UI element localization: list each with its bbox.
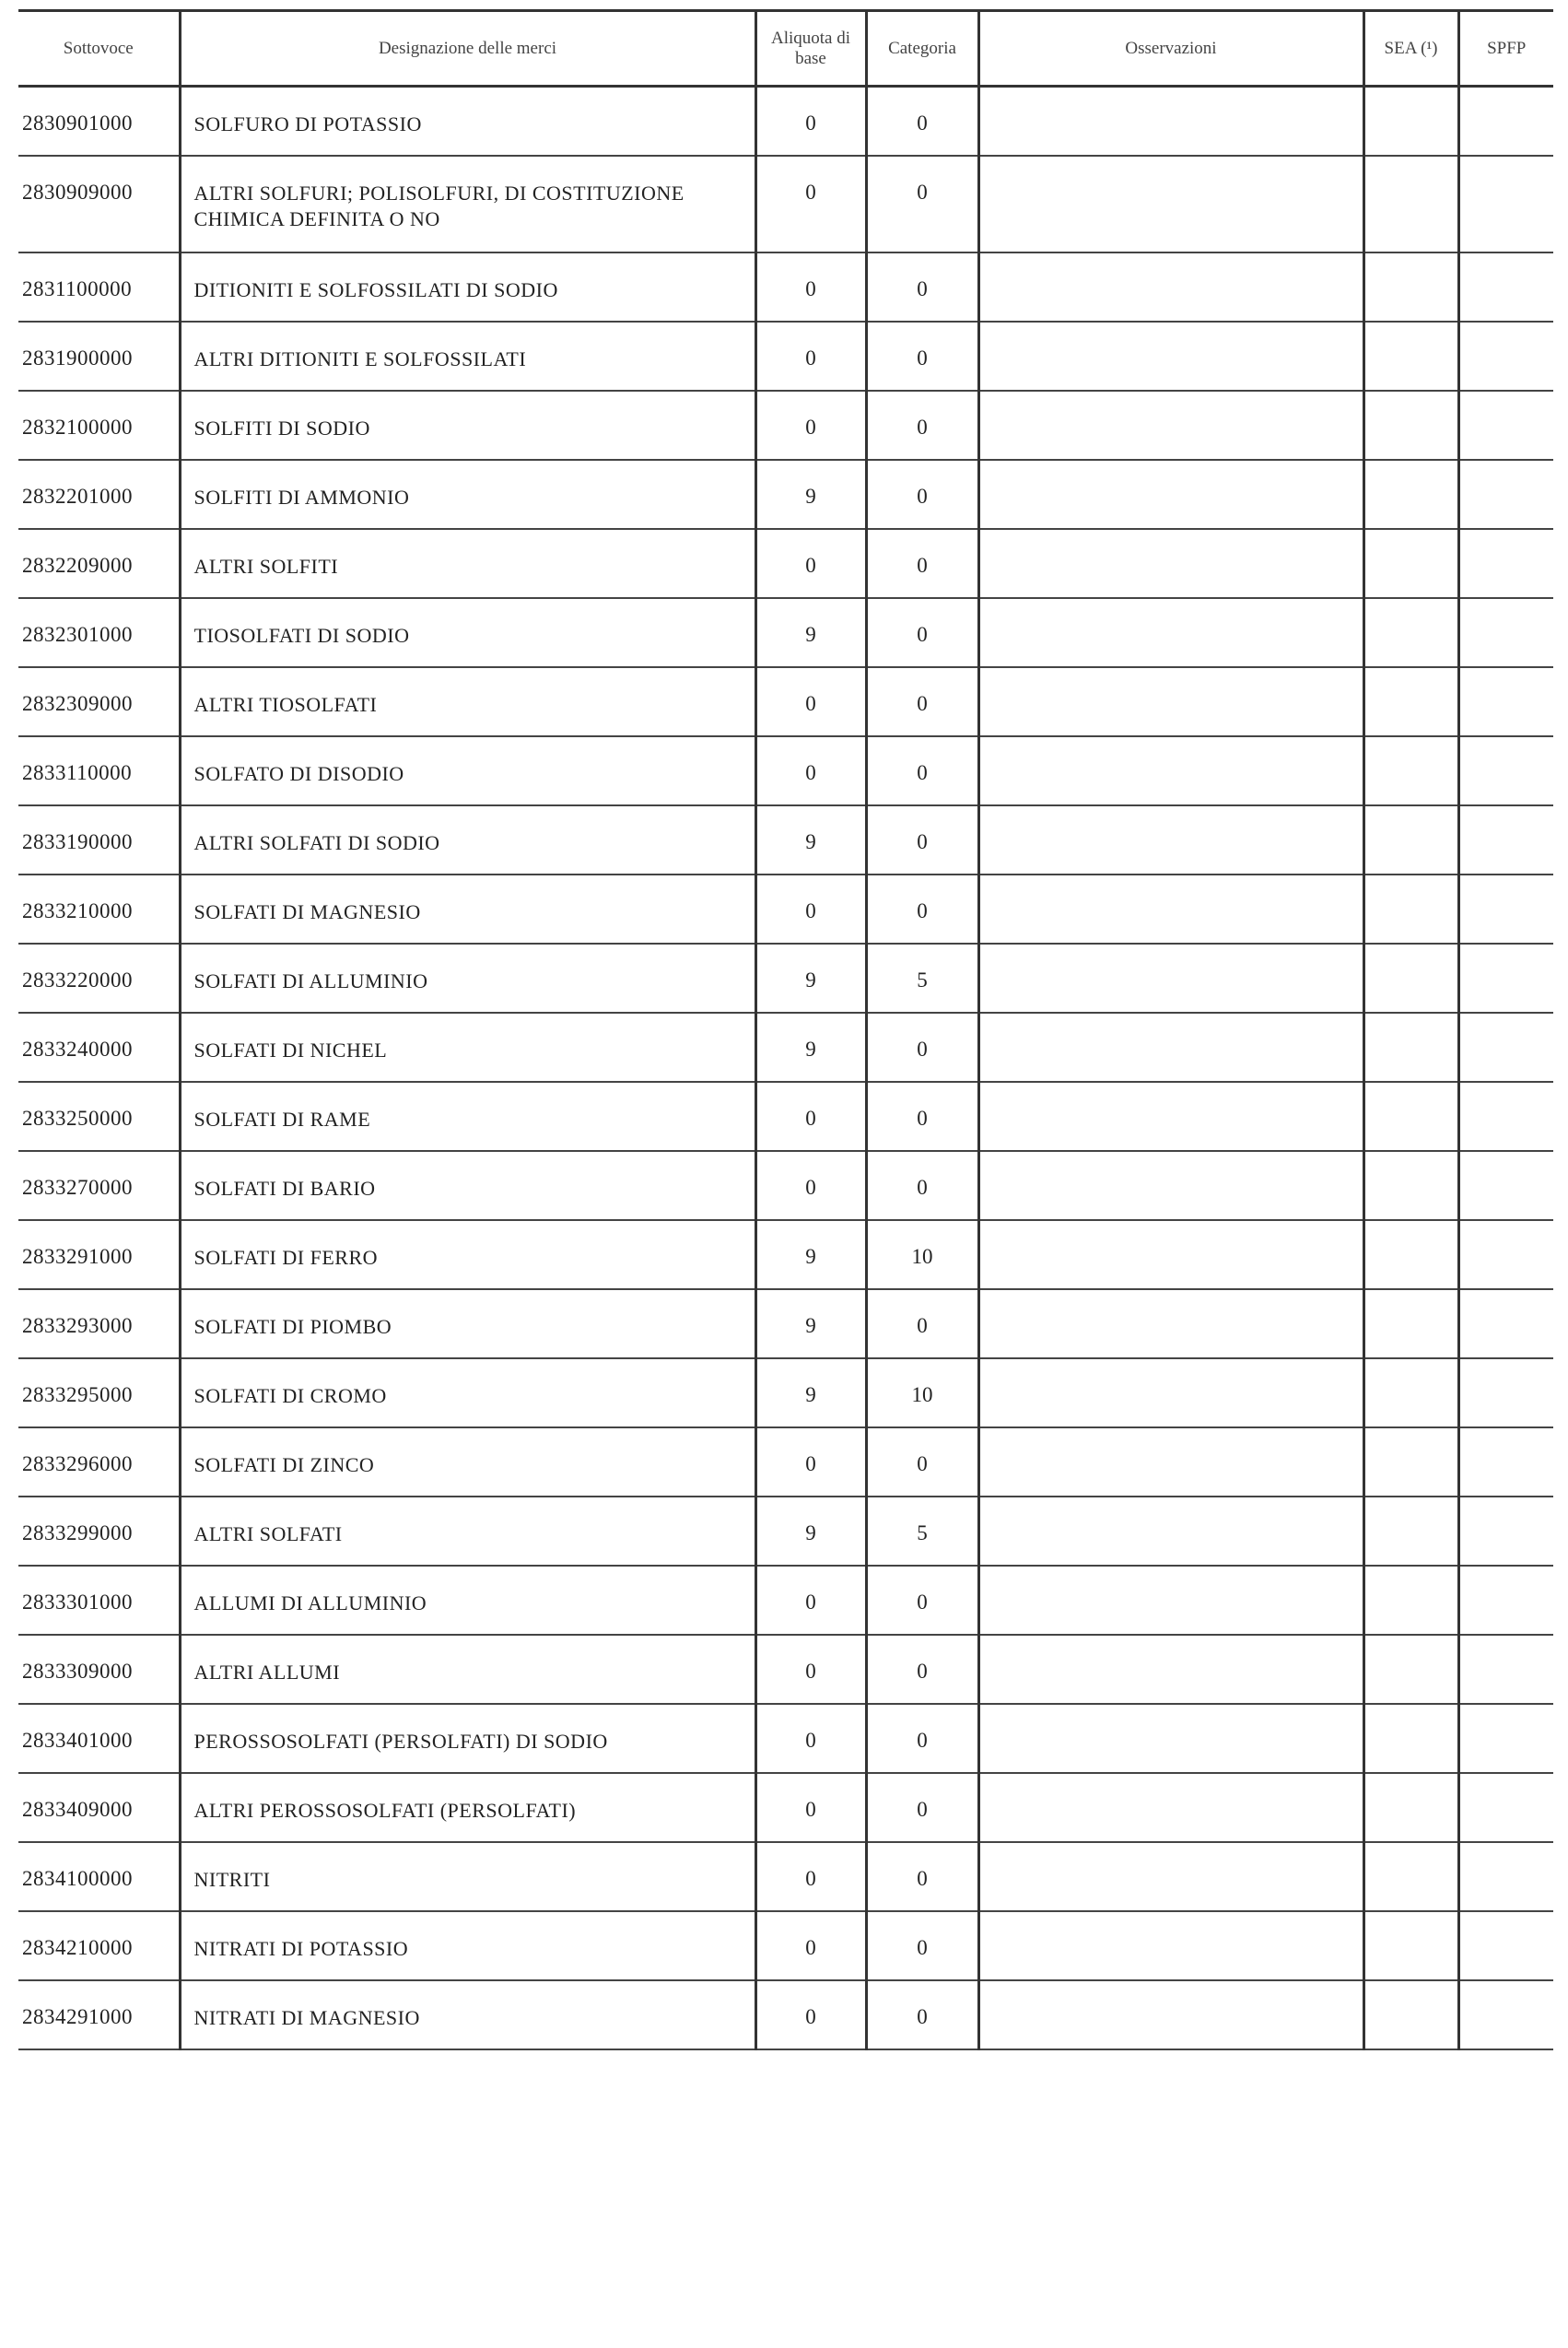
cell-category: 0 bbox=[866, 875, 978, 944]
cell-observations bbox=[978, 1497, 1363, 1566]
header-description: Designazione delle merci bbox=[180, 11, 755, 87]
cell-spfp bbox=[1458, 1358, 1553, 1427]
cell-spfp bbox=[1458, 598, 1553, 667]
cell-spfp bbox=[1458, 1082, 1553, 1151]
cell-category: 0 bbox=[866, 1289, 978, 1358]
cell-spfp bbox=[1458, 1773, 1553, 1842]
cell-observations bbox=[978, 1980, 1363, 2049]
cell-observations bbox=[978, 1358, 1363, 1427]
cell-code: 2833301000 bbox=[18, 1566, 180, 1635]
cell-sea bbox=[1363, 252, 1458, 322]
cell-observations bbox=[978, 1220, 1363, 1289]
cell-description: SOLFITI DI AMMONIO bbox=[180, 460, 755, 529]
cell-observations bbox=[978, 529, 1363, 598]
cell-spfp bbox=[1458, 1151, 1553, 1220]
cell-category: 0 bbox=[866, 1911, 978, 1980]
cell-code: 2831900000 bbox=[18, 322, 180, 391]
cell-base-rate: 0 bbox=[755, 1911, 866, 1980]
cell-base-rate: 0 bbox=[755, 1427, 866, 1497]
cell-sea bbox=[1363, 1358, 1458, 1427]
cell-description: DITIONITI E SOLFOSSILATI DI SODIO bbox=[180, 252, 755, 322]
cell-description: SOLFATI DI PIOMBO bbox=[180, 1289, 755, 1358]
table-row bbox=[18, 391, 1553, 460]
cell-spfp bbox=[1458, 1220, 1553, 1289]
cell-code: 2834100000 bbox=[18, 1842, 180, 1911]
cell-category: 0 bbox=[866, 1082, 978, 1151]
cell-description: SOLFATI DI ZINCO bbox=[180, 1427, 755, 1497]
cell-base-rate: 9 bbox=[755, 1497, 866, 1566]
cell-description: ALTRI SOLFATI DI SODIO bbox=[180, 805, 755, 875]
cell-base-rate: 0 bbox=[755, 736, 866, 805]
cell-base-rate: 9 bbox=[755, 1358, 866, 1427]
cell-base-rate: 0 bbox=[755, 529, 866, 598]
cell-category: 0 bbox=[866, 1566, 978, 1635]
cell-description: ALTRI ALLUMI bbox=[180, 1635, 755, 1704]
cell-description: TIOSOLFATI DI SODIO bbox=[180, 598, 755, 667]
cell-code: 2833270000 bbox=[18, 1151, 180, 1220]
cell-sea bbox=[1363, 1566, 1458, 1635]
cell-code: 2833240000 bbox=[18, 1013, 180, 1082]
cell-sea bbox=[1363, 1773, 1458, 1842]
table-row bbox=[18, 156, 1553, 252]
cell-sea bbox=[1363, 1704, 1458, 1773]
cell-category: 5 bbox=[866, 1497, 978, 1566]
cell-base-rate: 0 bbox=[755, 1842, 866, 1911]
cell-observations bbox=[978, 1289, 1363, 1358]
cell-category: 0 bbox=[866, 156, 978, 252]
cell-code: 2833291000 bbox=[18, 1220, 180, 1289]
table-row bbox=[18, 1082, 1553, 1151]
cell-sea bbox=[1363, 87, 1458, 156]
cell-code: 2833296000 bbox=[18, 1427, 180, 1497]
table-row bbox=[18, 252, 1553, 322]
cell-description: SOLFATI DI FERRO bbox=[180, 1220, 755, 1289]
cell-spfp bbox=[1458, 1289, 1553, 1358]
table-row bbox=[18, 1566, 1553, 1635]
table-row bbox=[18, 1497, 1553, 1566]
table-row bbox=[18, 87, 1553, 156]
cell-spfp bbox=[1458, 87, 1553, 156]
cell-category: 0 bbox=[866, 1635, 978, 1704]
cell-base-rate: 0 bbox=[755, 252, 866, 322]
cell-base-rate: 0 bbox=[755, 1704, 866, 1773]
cell-category: 5 bbox=[866, 944, 978, 1013]
cell-base-rate: 0 bbox=[755, 875, 866, 944]
table-row bbox=[18, 1911, 1553, 1980]
cell-spfp bbox=[1458, 1427, 1553, 1497]
cell-sea bbox=[1363, 1151, 1458, 1220]
cell-code: 2832201000 bbox=[18, 460, 180, 529]
cell-sea bbox=[1363, 1635, 1458, 1704]
cell-code: 2834291000 bbox=[18, 1980, 180, 2049]
cell-observations bbox=[978, 1566, 1363, 1635]
cell-description: SOLFATI DI MAGNESIO bbox=[180, 875, 755, 944]
cell-description: SOLFATI DI CROMO bbox=[180, 1358, 755, 1427]
cell-spfp bbox=[1458, 944, 1553, 1013]
cell-category: 0 bbox=[866, 87, 978, 156]
cell-category: 0 bbox=[866, 1842, 978, 1911]
cell-category: 0 bbox=[866, 1151, 978, 1220]
table-row bbox=[18, 1220, 1553, 1289]
cell-sea bbox=[1363, 322, 1458, 391]
cell-spfp bbox=[1458, 1566, 1553, 1635]
cell-spfp bbox=[1458, 736, 1553, 805]
cell-category: 0 bbox=[866, 1773, 978, 1842]
table-row bbox=[18, 1773, 1553, 1842]
header-spfp: SPFP bbox=[1487, 38, 1527, 58]
cell-description: ALLUMI DI ALLUMINIO bbox=[180, 1566, 755, 1635]
cell-description: NITRATI DI MAGNESIO bbox=[180, 1980, 755, 2049]
cell-code: 2833299000 bbox=[18, 1497, 180, 1566]
cell-code: 2833401000 bbox=[18, 1704, 180, 1773]
table-row bbox=[18, 1151, 1553, 1220]
table-row bbox=[18, 736, 1553, 805]
header-base-rate-line1: Aliquota di bbox=[770, 28, 851, 48]
cell-observations bbox=[978, 598, 1363, 667]
cell-spfp bbox=[1458, 1497, 1553, 1566]
table-row bbox=[18, 1980, 1553, 2049]
cell-base-rate: 9 bbox=[755, 1289, 866, 1358]
cell-spfp bbox=[1458, 460, 1553, 529]
cell-base-rate: 0 bbox=[755, 87, 866, 156]
table-row bbox=[18, 1427, 1553, 1497]
table-body bbox=[18, 87, 1553, 2049]
cell-observations bbox=[978, 1842, 1363, 1911]
table-row bbox=[18, 1358, 1553, 1427]
header-category: Categoria bbox=[866, 11, 978, 87]
cell-spfp bbox=[1458, 1980, 1553, 2049]
cell-base-rate: 0 bbox=[755, 1980, 866, 2049]
cell-observations bbox=[978, 87, 1363, 156]
cell-category: 0 bbox=[866, 1427, 978, 1497]
cell-category: 0 bbox=[866, 805, 978, 875]
tariff-table bbox=[18, 9, 1553, 2050]
cell-category: 0 bbox=[866, 252, 978, 322]
cell-base-rate: 9 bbox=[755, 944, 866, 1013]
cell-observations bbox=[978, 391, 1363, 460]
cell-code: 2833110000 bbox=[18, 736, 180, 805]
cell-base-rate: 0 bbox=[755, 322, 866, 391]
cell-observations bbox=[978, 1911, 1363, 1980]
cell-code: 2833295000 bbox=[18, 1358, 180, 1427]
table-row bbox=[18, 1704, 1553, 1773]
document-page bbox=[18, 9, 1553, 2050]
cell-observations bbox=[978, 944, 1363, 1013]
cell-base-rate: 0 bbox=[755, 391, 866, 460]
cell-observations bbox=[978, 1082, 1363, 1151]
cell-code: 2830901000 bbox=[18, 87, 180, 156]
table-header bbox=[18, 11, 1553, 87]
cell-sea bbox=[1363, 1082, 1458, 1151]
cell-base-rate: 0 bbox=[755, 667, 866, 736]
cell-category: 0 bbox=[866, 322, 978, 391]
cell-description: ALTRI SOLFITI bbox=[180, 529, 755, 598]
cell-description: SOLFITI DI SODIO bbox=[180, 391, 755, 460]
cell-base-rate: 9 bbox=[755, 598, 866, 667]
table-row bbox=[18, 598, 1553, 667]
cell-category: 10 bbox=[866, 1220, 978, 1289]
cell-code: 2832209000 bbox=[18, 529, 180, 598]
cell-observations bbox=[978, 1427, 1363, 1497]
cell-description: SOLFURO DI POTASSIO bbox=[180, 87, 755, 156]
cell-observations bbox=[978, 1635, 1363, 1704]
cell-sea bbox=[1363, 736, 1458, 805]
cell-spfp bbox=[1458, 1013, 1553, 1082]
cell-description: NITRATI DI POTASSIO bbox=[180, 1911, 755, 1980]
cell-sea bbox=[1363, 1427, 1458, 1497]
cell-spfp bbox=[1458, 1704, 1553, 1773]
table-row bbox=[18, 529, 1553, 598]
cell-description: ALTRI SOLFURI; POLISOLFURI, DI COSTITUZIONE CHIMICA DEFINITA O NO bbox=[180, 156, 755, 252]
cell-description: ALTRI SOLFATI bbox=[180, 1497, 755, 1566]
cell-spfp bbox=[1458, 805, 1553, 875]
cell-sea bbox=[1363, 391, 1458, 460]
cell-sea bbox=[1363, 460, 1458, 529]
cell-spfp bbox=[1458, 322, 1553, 391]
cell-code: 2833190000 bbox=[18, 805, 180, 875]
table-row bbox=[18, 944, 1553, 1013]
cell-sea bbox=[1363, 1013, 1458, 1082]
cell-observations bbox=[978, 460, 1363, 529]
cell-code: 2832301000 bbox=[18, 598, 180, 667]
cell-code: 2834210000 bbox=[18, 1911, 180, 1980]
cell-observations bbox=[978, 1773, 1363, 1842]
cell-base-rate: 0 bbox=[755, 1151, 866, 1220]
cell-observations bbox=[978, 667, 1363, 736]
cell-category: 0 bbox=[866, 529, 978, 598]
header-code: Sottovoce bbox=[18, 11, 180, 87]
cell-code: 2832309000 bbox=[18, 667, 180, 736]
cell-code: 2833309000 bbox=[18, 1635, 180, 1704]
header-sea: SEA (¹) bbox=[1363, 11, 1458, 87]
cell-sea bbox=[1363, 529, 1458, 598]
cell-base-rate: 0 bbox=[755, 1566, 866, 1635]
table-row bbox=[18, 1289, 1553, 1358]
cell-code: 2833250000 bbox=[18, 1082, 180, 1151]
table-row bbox=[18, 667, 1553, 736]
cell-code: 2833293000 bbox=[18, 1289, 180, 1358]
header-base-rate-line2: base bbox=[795, 48, 826, 68]
cell-category: 10 bbox=[866, 1358, 978, 1427]
cell-code: 2830909000 bbox=[18, 156, 180, 252]
cell-code: 2833210000 bbox=[18, 875, 180, 944]
cell-sea bbox=[1363, 1289, 1458, 1358]
cell-code: 2833220000 bbox=[18, 944, 180, 1013]
cell-base-rate: 9 bbox=[755, 460, 866, 529]
table-row bbox=[18, 322, 1553, 391]
cell-spfp bbox=[1458, 391, 1553, 460]
cell-spfp bbox=[1458, 1911, 1553, 1980]
table-row bbox=[18, 805, 1553, 875]
cell-base-rate: 9 bbox=[755, 1220, 866, 1289]
cell-description: ALTRI TIOSOLFATI bbox=[180, 667, 755, 736]
cell-description: NITRITI bbox=[180, 1842, 755, 1911]
cell-category: 0 bbox=[866, 1704, 978, 1773]
cell-category: 0 bbox=[866, 736, 978, 805]
cell-description: PEROSSOSOLFATI (PERSOLFATI) DI SODIO bbox=[180, 1704, 755, 1773]
cell-code: 2833409000 bbox=[18, 1773, 180, 1842]
cell-observations bbox=[978, 1151, 1363, 1220]
cell-base-rate: 0 bbox=[755, 1773, 866, 1842]
cell-spfp bbox=[1458, 667, 1553, 736]
cell-spfp bbox=[1458, 252, 1553, 322]
table-row bbox=[18, 1635, 1553, 1704]
cell-sea bbox=[1363, 598, 1458, 667]
cell-spfp bbox=[1458, 1842, 1553, 1911]
cell-category: 0 bbox=[866, 391, 978, 460]
table-row bbox=[18, 1842, 1553, 1911]
cell-sea bbox=[1363, 944, 1458, 1013]
cell-sea bbox=[1363, 1497, 1458, 1566]
cell-observations bbox=[978, 1704, 1363, 1773]
cell-description: ALTRI DITIONITI E SOLFOSSILATI bbox=[180, 322, 755, 391]
table-row bbox=[18, 875, 1553, 944]
header-observations: Osservazioni bbox=[978, 11, 1363, 87]
cell-base-rate: 9 bbox=[755, 1013, 866, 1082]
cell-category: 0 bbox=[866, 460, 978, 529]
cell-observations bbox=[978, 805, 1363, 875]
cell-sea bbox=[1363, 1842, 1458, 1911]
cell-observations bbox=[978, 1013, 1363, 1082]
cell-base-rate: 0 bbox=[755, 1635, 866, 1704]
cell-base-rate: 9 bbox=[755, 805, 866, 875]
cell-spfp bbox=[1458, 529, 1553, 598]
cell-sea bbox=[1363, 1220, 1458, 1289]
cell-spfp bbox=[1458, 156, 1553, 252]
cell-description: SOLFATI DI NICHEL bbox=[180, 1013, 755, 1082]
cell-sea bbox=[1363, 1980, 1458, 2049]
cell-spfp bbox=[1458, 1635, 1553, 1704]
cell-observations bbox=[978, 322, 1363, 391]
cell-observations bbox=[978, 252, 1363, 322]
cell-sea bbox=[1363, 875, 1458, 944]
table-row bbox=[18, 460, 1553, 529]
cell-category: 0 bbox=[866, 598, 978, 667]
cell-base-rate: 0 bbox=[755, 1082, 866, 1151]
cell-base-rate: 0 bbox=[755, 156, 866, 252]
cell-description: SOLFATI DI BARIO bbox=[180, 1151, 755, 1220]
cell-description: ALTRI PEROSSOSOLFATI (PERSOLFATI) bbox=[180, 1773, 755, 1842]
cell-sea bbox=[1363, 667, 1458, 736]
cell-description: SOLFATI DI RAME bbox=[180, 1082, 755, 1151]
cell-observations bbox=[978, 875, 1363, 944]
cell-observations bbox=[978, 156, 1363, 252]
cell-description: SOLFATI DI ALLUMINIO bbox=[180, 944, 755, 1013]
cell-category: 0 bbox=[866, 1013, 978, 1082]
cell-sea bbox=[1363, 805, 1458, 875]
cell-code: 2831100000 bbox=[18, 252, 180, 322]
table-row bbox=[18, 1013, 1553, 1082]
cell-category: 0 bbox=[866, 1980, 978, 2049]
cell-code: 2832100000 bbox=[18, 391, 180, 460]
cell-observations bbox=[978, 736, 1363, 805]
cell-description: SOLFATO DI DISODIO bbox=[180, 736, 755, 805]
cell-sea bbox=[1363, 1911, 1458, 1980]
header-base-rate bbox=[755, 11, 866, 87]
cell-spfp bbox=[1458, 875, 1553, 944]
cell-category: 0 bbox=[866, 667, 978, 736]
cell-sea bbox=[1363, 156, 1458, 252]
